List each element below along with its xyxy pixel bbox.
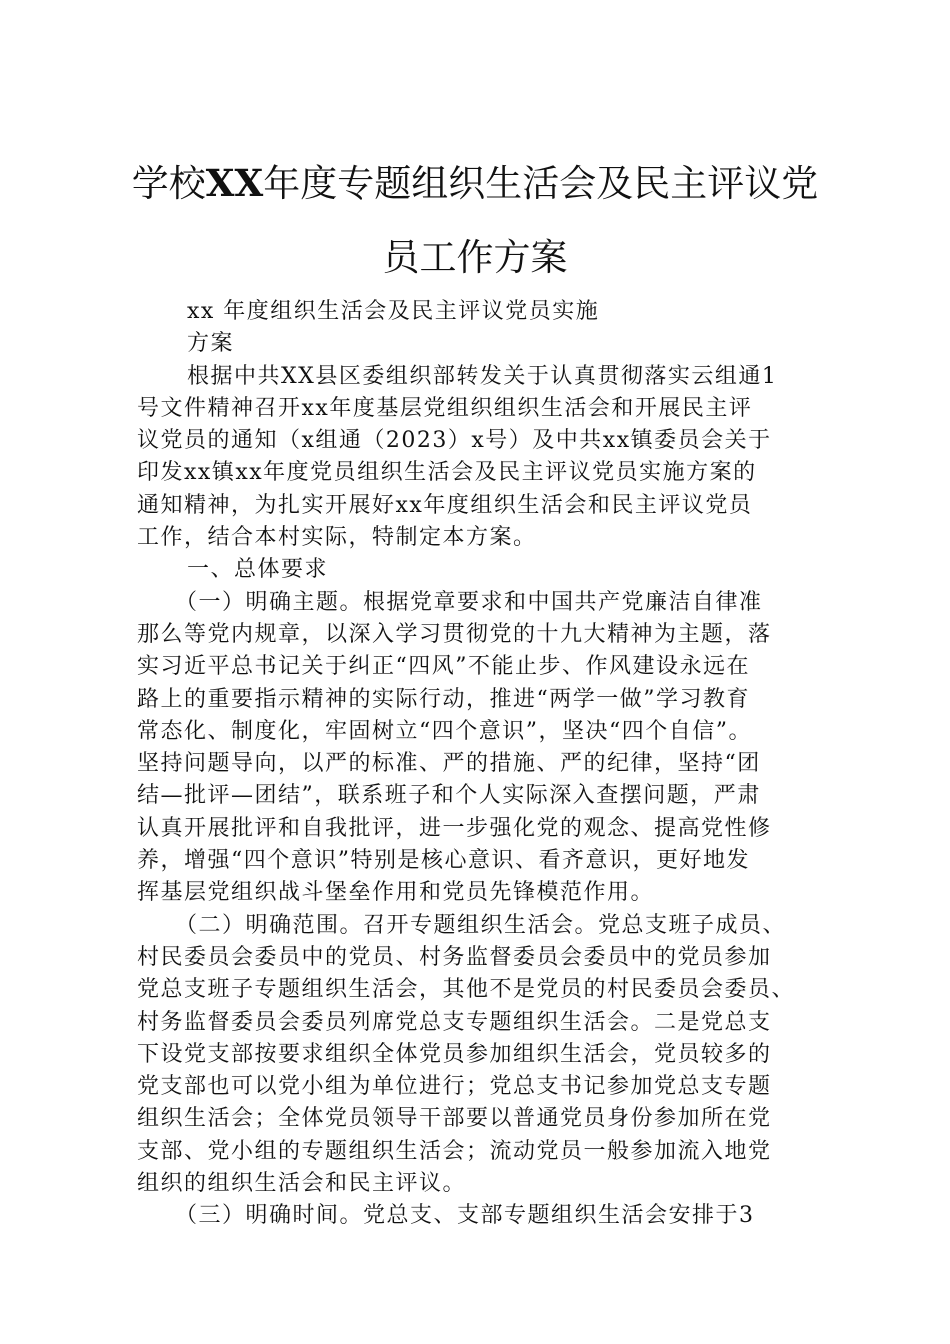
paragraph-line: 根据中共XX县区委组织部转发关于认真贯彻落实云组通1 (187, 363, 778, 389)
title-line-2: 员工作方案 (382, 236, 568, 279)
paragraph-line: （一）明确主题。根据党章要求和中国共产党廉洁自律准 (175, 589, 763, 615)
paragraph-line: 下设党支部按要求组织全体党员参加组织生活会，党员较多的 (137, 1041, 772, 1067)
paragraph-line: 路上的重要指示精神的实际行动，推进“两学一做”学习教育 (137, 686, 750, 712)
title-line-1: 学校XX年度专题组织生活会及民主评议党 (131, 161, 819, 205)
paragraph-line: （二）明确范围。召开专题组织生活会。党总支班子成员、 (175, 912, 787, 938)
paragraph-line: 议党员的通知（x组通（2023）x号）及中共xx镇委员会关于 (137, 428, 772, 454)
paragraph-line: 号文件精神召开xx年度基层党组织组织生活会和开展民主评 (137, 395, 753, 421)
paragraph-line: 印发xx镇xx年度党员组织生活会及民主评议党员实施方案的 (137, 460, 757, 486)
paragraph-line: （三）明确时间。党总支、支部专题组织生活会安排于3 (175, 1203, 755, 1229)
paragraph-line: 挥基层党组织战斗堡垒作用和党员先锋模范作用。 (137, 880, 655, 906)
section-heading: 一、总体要求 (187, 557, 329, 583)
paragraph-line: 支部、党小组的专题组织生活会；流动党员一般参加流入地党 (137, 1138, 772, 1164)
paragraph-line: 组织生活会；全体党员领导干部要以普通党员身份参加所在党 (137, 1106, 772, 1132)
document-body (137, 296, 847, 1233)
paragraph-line: 认真开展批评和自我批评，进一步强化党的观念、提高党性修 (137, 815, 772, 841)
subtitle-line: xx 年度组织生活会及民主评议党员实施 (187, 299, 600, 324)
subtitle-line: 方案 (187, 331, 235, 357)
paragraph-line: 村务监督委员会委员列席党总支专题组织生活会。二是党总支 (137, 1009, 772, 1035)
paragraph-line: 工作，结合本村实际，特制定本方案。 (137, 525, 537, 551)
paragraph-line: 党支部也可以党小组为单位进行；党总支书记参加党总支专题 (137, 1074, 772, 1100)
paragraph-line: 常态化、制度化，牢固树立“四个意识”，坚决“四个自信”。 (137, 718, 752, 744)
document-title (100, 146, 850, 295)
paragraph-line: 那么等党内规章，以深入学习贯彻党的十九大精神为主题，落 (137, 621, 772, 647)
paragraph-line: 养，增强“四个意识”特别是核心意识、看齐意识，更好地发 (137, 848, 750, 874)
paragraph-line: 组织的组织生活会和民主评议。 (137, 1171, 467, 1197)
paragraph-line: 村民委员会委员中的党员、村务监督委员会委员中的党员参加 (137, 944, 772, 970)
paragraph-line: 党总支班子专题组织生活会，其他不是党员的村民委员会委员、 (137, 977, 796, 1003)
paragraph-line: 结—批评—团结”，联系班子和个人实际深入查摆问题，严肃 (137, 783, 761, 809)
paragraph-line: 实习近平总书记关于纠正“四风”不能止步、作风建设永远在 (137, 654, 750, 680)
paragraph-line: 通知精神，为扎实开展好xx年度组织生活会和民主评议党员 (137, 492, 753, 518)
paragraph-line: 坚持问题导向，以严的标准、严的措施、严的纪律，坚持“团 (137, 751, 761, 777)
